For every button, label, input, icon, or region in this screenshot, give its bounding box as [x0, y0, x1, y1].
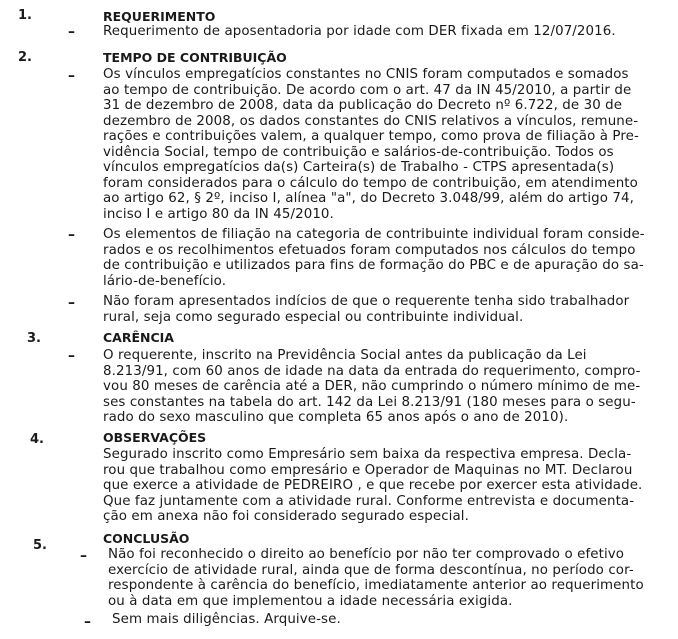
section-title: CONCLUSÃO — [103, 531, 190, 546]
bullet-dash: – — [68, 227, 75, 243]
paragraph: Não foi reconhecido o direito ao benefício por não ter comprovado o efetivo exercício de atividade rural, ainda que de forma descontínua, no período cor- respondente à carência do benefício, imediatamente anterior ao requerimento ou à data em que implementou a idade necessária exigida. — [108, 547, 644, 609]
section-title: TEMPO DE CONTRIBUIÇÃO — [103, 50, 287, 65]
section-number: 2. — [18, 50, 32, 65]
section-number: 5. — [33, 538, 47, 553]
section-title: OBSERVAÇÕES — [103, 430, 207, 445]
section-title: REQUERIMENTO — [103, 9, 216, 24]
bullet-dash: – — [80, 548, 87, 564]
paragraph: Requerimento de aposentadoria por idade com DER fixada em 12/07/2016. — [103, 24, 616, 39]
bullet-dash: – — [68, 68, 75, 84]
bullet-dash: – — [68, 295, 75, 311]
paragraph: Segurado inscrito como Empresário sem baixa da respectiva empresa. Decla- rou que trabalhou como empresário e Operador de Maquinas no MT. Declarou que exerce a atividade de PEDREIRO , e que recebe por exercer esta atividade. Que faz juntamente com a atividade rural. Conforme entrevista e documenta- ção em anexa não foi considerado segurado especial. — [103, 447, 643, 524]
section-number: 1. — [18, 8, 32, 23]
paragraph: Sem mais diligências. Arquive-se. — [112, 612, 341, 627]
paragraph: Os vínculos empregatícios constantes no CNIS foram computados e somados ao tempo de contribuição. De acordo com o art. 47 da IN 45/2010, a partir de 31 de dezembro de 2008, data da publicação do Decreto nº 6.722, de 30 de dezembro de 2008, os dados constantes do CNIS relativos a vínculos, remune- rações e contribuições valem, a qualquer tempo, como prova de filiação à Pre- vidência Social, tempo de contribuição e salários-de-contribuição. Todos os vínculos empregatícios da(s) Carteira(s) de Trabalho - CTPS apresentada(s) foram considerados para o cálculo do tempo de contribuição, em atendimento ao artigo 62, § 2º, inciso I, alínea "a", do Decreto 3.048/99, além do artigo 74, inciso I e artigo 80 da IN 45/2010. — [103, 67, 639, 222]
bullet-dash: – — [68, 24, 75, 40]
paragraph: O requerente, inscrito na Previdência Social antes da publicação da Lei 8.213/91, com 60 anos de idade na data da entrada do requerimento, compro- vou 80 meses de carência até a DER, não cumprindo o número mínimo de me- ses constantes na tabela do art. 142 da Lei 8.213/91 (180 meses para o segu- rado do sexo masculino que completa 65 anos após o ano de 2010). — [103, 348, 641, 425]
section-title: CARÊNCIA — [103, 330, 174, 345]
bullet-dash: – — [84, 614, 91, 630]
section-number: 3. — [27, 331, 41, 346]
section-number: 4. — [30, 432, 44, 447]
paragraph: Os elementos de filiação na categoria de contribuinte individual foram conside- rados e os recolhimentos efetuados foram computados nos cálculos do tempo de contribuição e utilizados para fins de formação do PBC e de apuração do sa- lário-de-benefício. — [103, 227, 645, 289]
paragraph: Não foram apresentados indícios de que o requerente tenha sido trabalhador rural, seja como segurado especial ou contribuinte individual. — [103, 294, 630, 325]
bullet-dash: – — [68, 348, 75, 364]
